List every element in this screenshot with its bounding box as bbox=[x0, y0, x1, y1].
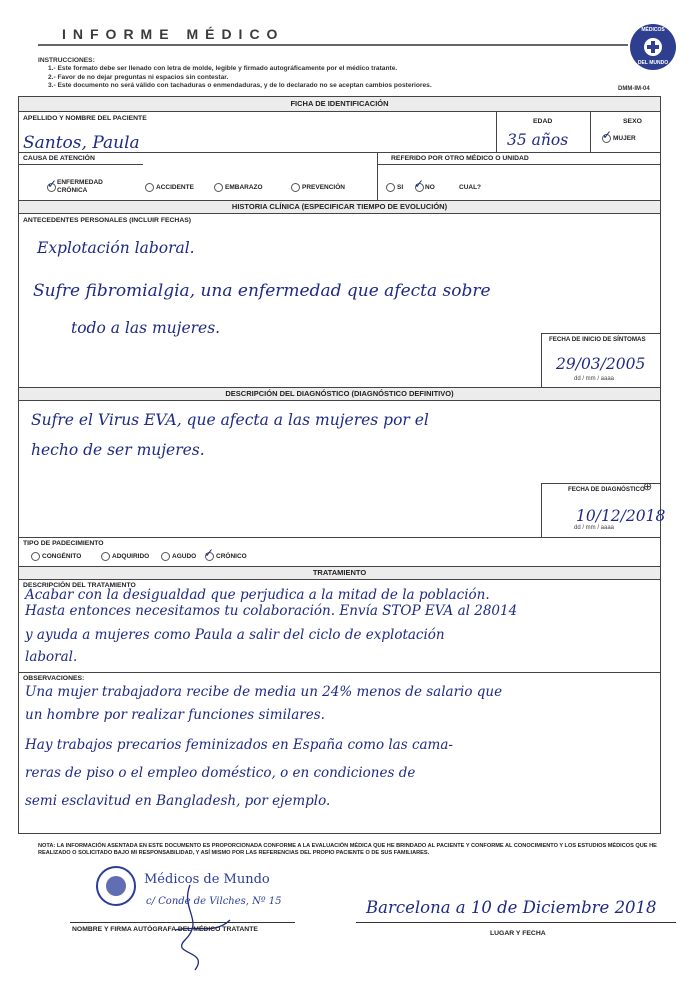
instructions bbox=[38, 57, 432, 91]
history-section-title: HISTORIA CLÍNICA (ESPECIFICAR TIEMPO DE EVOLUCIÓN) bbox=[231, 202, 448, 211]
check-mark-icon: ✓ bbox=[47, 177, 58, 191]
check-mark-icon: ✓ bbox=[204, 546, 215, 560]
footer-note-line-1: NOTA: LA INFORMACIÓN ASENTADA EN ESTE DOCUMENTO ES PROPORCIONADA CONFORME A LA EVALUACIÓN MÉDICA QUE HE BRINDADO AL PACIENTE Y CONFORME AL CONOCIMIENTO Y LOS ESTUDIOS MÉDICOS QUE HE bbox=[38, 843, 657, 849]
patient-name-value: Santos, Paula bbox=[23, 133, 140, 153]
patient-name-label: APELLIDO Y NOMBRE DEL PACIENTE bbox=[23, 115, 147, 122]
instruction-2: 2.- Favor de no dejar preguntas ni espacios sin contestar. bbox=[48, 73, 229, 81]
instructions-title: INSTRUCCIONES: bbox=[38, 57, 95, 64]
diagnosis-date-format: dd / mm / aaaa bbox=[574, 525, 615, 531]
referred-yes-radio[interactable] bbox=[386, 183, 395, 192]
footer-note bbox=[38, 843, 668, 858]
condition-congenital-label: CONGÉNITO bbox=[42, 553, 82, 560]
sex-mujer-label: MUJER bbox=[613, 135, 636, 142]
sex-label: SEXO bbox=[623, 118, 642, 125]
place-date-value: Barcelona a 10 de Diciembre 2018 bbox=[366, 898, 657, 917]
antecedents-line-2: Sufre fibromialgia, una enfermedad que afecta sobre bbox=[33, 281, 491, 301]
stamp-seal-icon bbox=[96, 866, 136, 906]
referred-no-label: NO bbox=[425, 184, 435, 191]
diagnosis-date-label: FECHA DE DIAGNÓSTICO bbox=[568, 486, 645, 493]
form-title: INFORME MÉDICO bbox=[62, 26, 285, 42]
antecedents-label: ANTECEDENTES PERSONALES (INCLUIR FECHAS) bbox=[23, 217, 192, 224]
antecedents-line-3: todo a las mujeres. bbox=[71, 319, 221, 337]
logo-text-top: MÉDICOS bbox=[641, 27, 665, 33]
signature-label: NOMBRE Y FIRMA AUTÓGRAFA DEL MÉDICO TRATANTE bbox=[72, 926, 258, 933]
instruction-1: 1.- Este formato debe ser llenado con letra de molde, legible y firmado autográficamente por el médico tratante. bbox=[48, 65, 398, 73]
medicos-del-mundo-logo bbox=[630, 24, 676, 70]
observation-line-3: Hay trabajos precarios feminizados en España como las cama- bbox=[25, 737, 453, 753]
stamp-organization: Médicos de Mundo bbox=[144, 872, 270, 887]
age-label: EDAD bbox=[533, 118, 553, 125]
place-date-label: LUGAR Y FECHA bbox=[490, 930, 546, 937]
age-value: 35 años bbox=[507, 131, 569, 149]
condition-chronic-label: CRÓNICO bbox=[216, 553, 247, 560]
treatment-line-3: y ayuda a mujeres como Paula a salir del ciclo de explotación bbox=[25, 627, 445, 643]
condition-acute-radio[interactable] bbox=[161, 552, 170, 561]
treatment-line-1: Acabar con la desigualdad que perjudica a la mitad de la población. bbox=[25, 587, 490, 603]
symptoms-date-format: dd / mm / aaaa bbox=[574, 376, 615, 382]
diagnosis-date-value: 10/12/2018 bbox=[576, 507, 666, 525]
logo-text-bottom: DEL MUNDO bbox=[637, 60, 669, 66]
symptoms-date-label: FECHA DE INICIO DE SÍNTOMAS bbox=[549, 336, 646, 343]
cause-pregnancy-label: EMBARAZO bbox=[225, 184, 263, 191]
check-mark-icon: ✓ bbox=[602, 128, 613, 142]
title-underline bbox=[38, 44, 628, 46]
instruction-3: 3.- Este documento no será válido con tachaduras o enmendaduras, y de lo declarado no se aceptan cambios posteriores. bbox=[48, 82, 432, 90]
referred-yes-label: SI bbox=[397, 184, 404, 191]
condition-acquired-label: ADQUIRIDO bbox=[112, 553, 150, 560]
cause-prevention-label: PREVENCIÓN bbox=[302, 184, 345, 191]
treatment-line-4: laboral. bbox=[25, 649, 78, 665]
cause-chronic-label-1: ENFERMEDAD bbox=[57, 179, 103, 186]
referred-label: REFERIDO POR OTRO MÉDICO O UNIDAD bbox=[391, 155, 529, 162]
condition-congenital-radio[interactable] bbox=[31, 552, 40, 561]
form-frame bbox=[18, 96, 666, 834]
cause-chronic-label-2: CRÓNICA bbox=[57, 187, 88, 194]
observation-line-4: reras de piso o el empleo doméstico, o en condiciones de bbox=[25, 765, 416, 781]
cause-accident-label: ACCIDENTE bbox=[156, 184, 194, 191]
cause-accident-radio[interactable] bbox=[145, 183, 154, 192]
treatment-line-2: Hasta entonces necesitamos tu colaboración. Envía STOP EVA al 28014 bbox=[25, 603, 518, 619]
check-mark-icon: ✓ bbox=[414, 177, 425, 191]
observation-line-2: un hombre por realizar funciones similares. bbox=[25, 707, 325, 723]
observation-line-5: semi esclavitud en Bangladesh, por ejemplo. bbox=[25, 793, 331, 809]
cause-pregnancy-radio[interactable] bbox=[214, 183, 223, 192]
condition-acquired-radio[interactable] bbox=[101, 552, 110, 561]
cause-label: CAUSA DE ATENCIÓN bbox=[23, 155, 95, 162]
observation-line-1: Una mujer trabajadora recibe de media un 24% menos de salario que bbox=[25, 684, 503, 700]
stamp-address: c/ Conde de Vilches, Nº 15 bbox=[146, 896, 282, 907]
medical-cross-icon: ⊕ bbox=[643, 480, 653, 493]
cause-prevention-radio[interactable] bbox=[291, 183, 300, 192]
diagnosis-section-title: DESCRIPCIÓN DEL DIAGNÓSTICO (DIAGNÓSTICO DEFINITIVO) bbox=[225, 389, 454, 398]
condition-type-label: TIPO DE PADECIMIENTO bbox=[23, 540, 104, 547]
antecedents-line-1: Explotación laboral. bbox=[37, 239, 195, 257]
form-code: DMM-IM-04 bbox=[618, 86, 650, 92]
identification-section-title: FICHA DE IDENTIFICACIÓN bbox=[290, 99, 389, 108]
observations-label: OBSERVACIONES: bbox=[23, 675, 85, 682]
referred-which-label: CUAL? bbox=[459, 184, 482, 191]
symptoms-date-value: 29/03/2005 bbox=[556, 355, 646, 373]
footer-note-line-2: REALIZADO O SOLICITADO BAJO MI RESPONSABILIDAD, Y ASÍ MISMO POR LAS REFERENCIAS DEL PROPIO PACIENTE O DE SUS FAMILIARES. bbox=[38, 850, 430, 857]
treatment-section-title: TRATAMIENTO bbox=[312, 568, 367, 577]
condition-acute-label: AGUDO bbox=[172, 553, 197, 560]
diagnosis-line-2: hecho de ser mujeres. bbox=[31, 441, 205, 459]
diagnosis-line-1: Sufre el Virus EVA, que afecta a las mujeres por el bbox=[31, 411, 429, 429]
treatment-description-label: DESCRIPCIÓN DEL TRATAMIENTO bbox=[23, 582, 136, 589]
